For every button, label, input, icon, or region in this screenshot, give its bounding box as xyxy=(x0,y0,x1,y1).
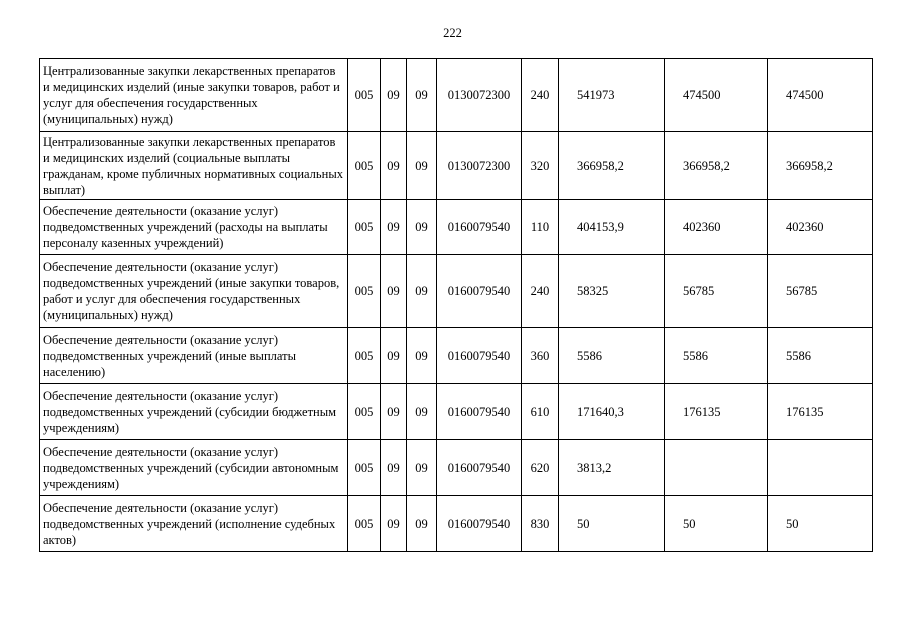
expense-name: Обеспечение деятельности (оказание услуг) подведомственных учреждений (исполнение судебных актов) xyxy=(40,496,348,552)
amount-year-1: 58325 xyxy=(559,255,665,328)
expense-name: Централизованные закупки лекарственных препаратов и медицинских изделий (иные закупки товаров, работ и услуг для обеспечения государственных (муниципальных) нужд) xyxy=(40,59,348,132)
grbs-code: 005 xyxy=(348,496,381,552)
expense-type-code: 360 xyxy=(522,328,559,384)
subsection-code: 09 xyxy=(407,132,437,200)
amount-year-3: 474500 xyxy=(768,59,873,132)
table-row xyxy=(40,132,873,200)
amount-year-1: 171640,3 xyxy=(559,384,665,440)
expense-type-code: 240 xyxy=(522,59,559,132)
amount-year-1: 3813,2 xyxy=(559,440,665,496)
grbs-code: 005 xyxy=(348,328,381,384)
expense-type-code: 110 xyxy=(522,200,559,255)
amount-year-3: 366958,2 xyxy=(768,132,873,200)
subsection-code: 09 xyxy=(407,59,437,132)
subsection-code: 09 xyxy=(407,200,437,255)
subsection-code: 09 xyxy=(407,384,437,440)
table-row xyxy=(40,200,873,255)
subsection-code: 09 xyxy=(407,328,437,384)
target-article-code: 0160079540 xyxy=(437,200,522,255)
expense-name: Обеспечение деятельности (оказание услуг) подведомственных учреждений (иные выплаты населению) xyxy=(40,328,348,384)
expense-type-code: 240 xyxy=(522,255,559,328)
section-code: 09 xyxy=(381,255,407,328)
table-row xyxy=(40,440,873,496)
table-row xyxy=(40,384,873,440)
expense-name: Централизованные закупки лекарственных препаратов и медицинских изделий (социальные выплаты гражданам, кроме публичных нормативных социальных выплат) xyxy=(40,132,348,200)
section-code: 09 xyxy=(381,328,407,384)
section-code: 09 xyxy=(381,384,407,440)
amount-year-2: 50 xyxy=(665,496,768,552)
table-row xyxy=(40,59,873,132)
section-code: 09 xyxy=(381,59,407,132)
target-article-code: 0160079540 xyxy=(437,255,522,328)
grbs-code: 005 xyxy=(348,384,381,440)
subsection-code: 09 xyxy=(407,255,437,328)
amount-year-2: 176135 xyxy=(665,384,768,440)
section-code: 09 xyxy=(381,200,407,255)
amount-year-1: 366958,2 xyxy=(559,132,665,200)
amount-year-1: 404153,9 xyxy=(559,200,665,255)
expense-name: Обеспечение деятельности (оказание услуг) подведомственных учреждений (иные закупки товаров, работ и услуг для обеспечения государственных (муниципальных) нужд) xyxy=(40,255,348,328)
target-article-code: 0130072300 xyxy=(437,132,522,200)
amount-year-2: 56785 xyxy=(665,255,768,328)
amount-year-3: 176135 xyxy=(768,384,873,440)
target-article-code: 0160079540 xyxy=(437,496,522,552)
grbs-code: 005 xyxy=(348,200,381,255)
grbs-code: 005 xyxy=(348,440,381,496)
amount-year-3 xyxy=(768,440,873,496)
subsection-code: 09 xyxy=(407,440,437,496)
page-number: 222 xyxy=(443,26,462,40)
expense-type-code: 320 xyxy=(522,132,559,200)
amount-year-1: 541973 xyxy=(559,59,665,132)
expense-name: Обеспечение деятельности (оказание услуг) подведомственных учреждений (субсидии бюджетным учреждениям) xyxy=(40,384,348,440)
target-article-code: 0130072300 xyxy=(437,59,522,132)
table-row xyxy=(40,496,873,552)
target-article-code: 0160079540 xyxy=(437,328,522,384)
target-article-code: 0160079540 xyxy=(437,384,522,440)
grbs-code: 005 xyxy=(348,255,381,328)
target-article-code: 0160079540 xyxy=(437,440,522,496)
subsection-code: 09 xyxy=(407,496,437,552)
amount-year-3: 56785 xyxy=(768,255,873,328)
amount-year-2: 474500 xyxy=(665,59,768,132)
budget-table xyxy=(39,58,873,552)
amount-year-3: 50 xyxy=(768,496,873,552)
expense-name: Обеспечение деятельности (оказание услуг) подведомственных учреждений (расходы на выплаты персоналу казенных учреждений) xyxy=(40,200,348,255)
grbs-code: 005 xyxy=(348,132,381,200)
section-code: 09 xyxy=(381,496,407,552)
expense-type-code: 830 xyxy=(522,496,559,552)
amount-year-3: 402360 xyxy=(768,200,873,255)
amount-year-2: 5586 xyxy=(665,328,768,384)
amount-year-2 xyxy=(665,440,768,496)
amount-year-3: 5586 xyxy=(768,328,873,384)
amount-year-2: 402360 xyxy=(665,200,768,255)
amount-year-1: 50 xyxy=(559,496,665,552)
expense-type-code: 610 xyxy=(522,384,559,440)
section-code: 09 xyxy=(381,440,407,496)
table-row xyxy=(40,255,873,328)
expense-name: Обеспечение деятельности (оказание услуг) подведомственных учреждений (субсидии автономным учреждениям) xyxy=(40,440,348,496)
amount-year-2: 366958,2 xyxy=(665,132,768,200)
grbs-code: 005 xyxy=(348,59,381,132)
expense-type-code: 620 xyxy=(522,440,559,496)
amount-year-1: 5586 xyxy=(559,328,665,384)
table-row xyxy=(40,328,873,384)
section-code: 09 xyxy=(381,132,407,200)
